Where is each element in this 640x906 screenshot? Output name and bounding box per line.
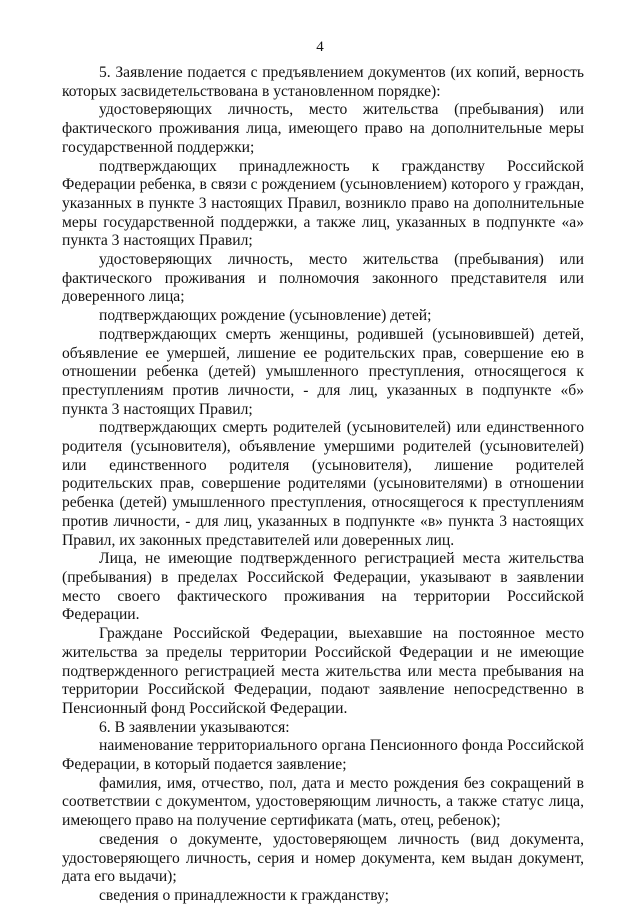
paragraph-identity-document-details: сведения о документе, удостоверяющем личность (вид документа, удостоверяющего личность, серия и номер документа, кем выдан документ, дата его выдачи); bbox=[62, 830, 584, 886]
paragraph-parents-death-documents: подтверждающих смерть родителей (усыновителей) или единственного родителя (усыновителя), объявление умершими родителей (усыновителей) или единственного родителя (усыновителя), лишение родителей родительских прав, совершение родителями (усыновителями) в отношении ребенка (детей) умышленного преступления, относящегося к преступлениям против личности, - для лиц, указанных в подпункте «в» пункта 3 настоящих Правил, их законных представителей или доверенных лиц. bbox=[62, 419, 584, 549]
paragraph-personal-details: фамилия, имя, отчество, пол, дата и место рождения без сокращений в соответствии с документом, удостоверяющим личность, а также статус лица, имеющего право на получение сертификата (мать, отец, ребенок); bbox=[62, 774, 584, 830]
paragraph-6-intro: 6. В заявлении указываются: bbox=[99, 718, 290, 736]
paragraph-representative-documents: удостоверяющих личность, место жительства (пребывания) или фактического проживания и полномочия законного представителя или доверенного лица; bbox=[62, 251, 584, 306]
paragraph-5-intro: 5. Заявление подается с предъявлением документов (их копий, верность которых засвидетельствована в установленном порядке): bbox=[62, 64, 584, 100]
paragraph-abroad-citizens: Граждане Российской Федерации, выехавшие на постоянное место жительства за пределы территории Российской Федерации и не имеющие подтвержденного регистрацией места жительства или места пребывания на территории Российской Федерации, подают заявление непосредственно в Пенсионный фонд Российской Федерации. bbox=[62, 625, 584, 717]
paragraph-mother-death-documents: подтверждающих смерть женщины, родившей (усыновившей) детей, объявление ее умершей, лишение ее родительских прав, совершение ею в отношении ребенка (детей) умышленного преступления, относящегося к преступлениям против личности, - для лиц, указанных в подпункте «б» пункта 3 настоящих Правил; bbox=[62, 325, 584, 418]
paragraph-citizenship-documents: подтверждающих принадлежность к гражданству Российской Федерации ребенка, в связи с рождением (усыновлением) которого у граждан, указанных в пункте 3 настоящих Правил, возникло право на дополнительные меры государственной поддержки, а также лиц, указанных в подпункте «а» пункта 3 настоящих Правил; bbox=[62, 157, 584, 250]
paragraph-identity-documents: удостоверяющих личность, место жительства (пребывания) или фактического проживания лица, имеющего право на дополнительные меры государственной поддержки; bbox=[62, 101, 584, 156]
paragraph-citizenship-details: сведения о принадлежности к гражданству; bbox=[99, 886, 389, 904]
paragraph-pension-fund-body: наименование территориального органа Пенсионного фонда Российской Федерации, в который подается заявление; bbox=[62, 737, 584, 774]
document-body bbox=[62, 64, 584, 906]
paragraph-birth-documents: подтверждающих рождение (усыновление) детей; bbox=[99, 307, 432, 325]
page-number: 4 bbox=[316, 39, 324, 55]
paragraph-no-registration: Лица, не имеющие подтвержденного регистрацией места жительства (пребывания) в пределах Российской Федерации, указывают в заявлении место своего фактического проживания на территории Российской Федерации. bbox=[62, 550, 584, 624]
